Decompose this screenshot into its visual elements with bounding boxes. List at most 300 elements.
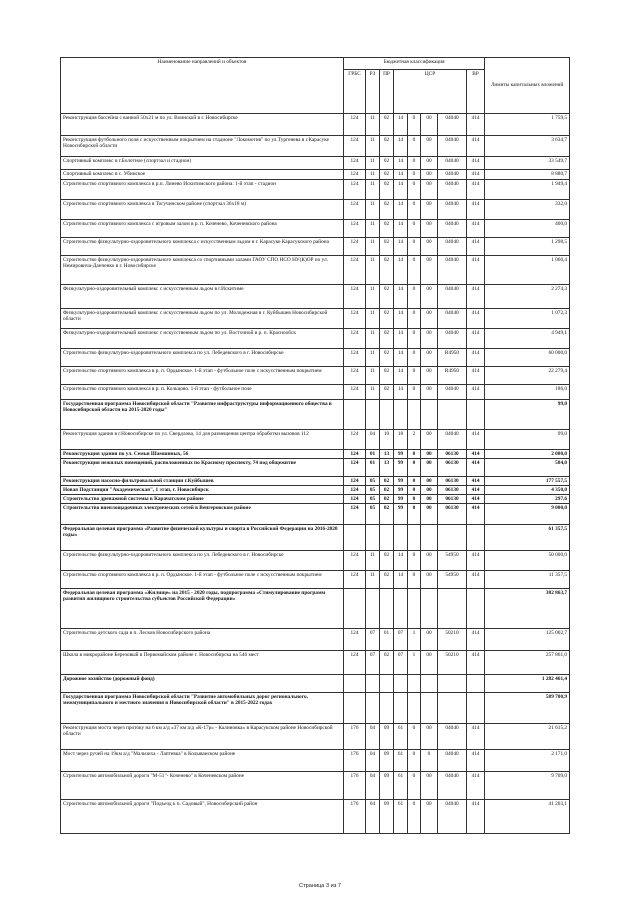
cell-pr: 02 [380,200,394,220]
cell-grbs: 176 [344,724,366,750]
cell-grbs: 124 [344,450,366,459]
table-row [61,525,570,551]
cell-csr1: 07 [394,651,408,675]
cell-csr2: 0 [408,180,421,200]
cell-pr: 02 [380,477,394,486]
cell-csr4: 04040 [438,114,467,136]
cell-csr1: 99 [394,486,408,495]
cell-name: Реконструкция нежилых помещений, расположенных по Красному проспекту, 74 под общежитие [61,459,344,477]
cell-vr: 414 [467,571,485,589]
cell-csr4 [438,693,467,724]
cell-rz: 04 [366,750,380,772]
table-row [61,238,570,256]
cell-vr: 414 [467,450,485,459]
cell-csr2: 0 [408,459,421,477]
cell-csr2 [408,400,421,430]
cell-csr3: 00 [421,309,438,329]
cell-csr3: 00 [421,651,438,675]
cell-csr2 [408,693,421,724]
cell-csr4: 04040 [438,772,467,800]
header-limits: Лимиты капитальных вложений [485,58,570,114]
cell-amount: 1 072,3 [485,309,570,329]
cell-rz: 11 [366,385,380,400]
cell-pr: 02 [380,486,394,495]
cell-csr3 [421,400,438,430]
cell-csr4: 04040 [438,724,467,750]
cell-rz: 05 [366,486,380,495]
cell-name: Строительство спортивного комплекса в Тогучинском районе (спортзал 36х18 м) [61,200,344,220]
cell-pr [380,525,394,551]
cell-csr3: 00 [421,136,438,157]
cell-csr4: 50210 [438,629,467,651]
cell-pr: 01 [380,629,394,651]
cell-csr1: 14 [394,238,408,256]
cell-amount: 21 615,2 [485,724,570,750]
cell-rz: 05 [366,495,380,504]
cell-csr1 [394,400,408,430]
table-row [61,459,570,477]
cell-csr1: 14 [394,349,408,367]
cell-name: Новая Подстанция "Академическая", 1 этап, г. Новосибирск [61,486,344,495]
cell-csr2: 0 [408,551,421,571]
table-row [61,256,570,285]
cell-vr: 414 [467,551,485,571]
cell-grbs: 124 [344,136,366,157]
cell-vr: 414 [467,750,485,772]
cell-name: Строительство физкультурно-оздоровительного комплекса по ул. Лебедевского в г. Новосибирске [61,551,344,571]
table-row [61,800,570,834]
table-row [61,220,570,238]
cell-vr: 414 [467,459,485,477]
header-name: Наименование направлений и объектов [61,58,344,114]
cell-csr1: 61 [394,800,408,834]
cell-csr2: 0 [408,157,421,170]
cell-csr3: 00 [421,450,438,459]
cell-rz: 11 [366,114,380,136]
cell-csr2: 0 [408,367,421,385]
cell-amount: 33 549,7 [485,157,570,170]
cell-csr3: 00 [421,724,438,750]
cell-csr3: 00 [421,170,438,180]
cell-grbs: 124 [344,349,366,367]
cell-rz: 01 [366,459,380,477]
cell-amount: 2 080,0 [485,450,570,459]
cell-csr4: 04040 [438,220,467,238]
cell-pr [380,675,394,693]
cell-name: Федеральная целевая программа «Развитие физической культуры и спорта в Российской Федерации на 2016-2020 годы» [61,525,344,551]
cell-name: Строительство физкультурно-оздоровительного комплекса по ул. Лебедевского в г. Новосибирске [61,349,344,367]
cell-csr4: 04040 [438,800,467,834]
cell-csr4: 04040 [438,285,467,309]
cell-csr4: R4950 [438,349,467,367]
header-budget-class: Бюджетная классификация [344,58,485,70]
page-footer: Страница 3 из 7 [299,883,341,889]
cell-name: Реконструкция здания по ул. Семьи Шамшиных, 56 [61,450,344,459]
cell-rz: 11 [366,200,380,220]
cell-rz [366,589,380,629]
cell-name: Реконструкция моста через протоку на 6 км а/д «37 км а/д «К-17р» - Калиновка» в Карасукском районе Новосибирской области [61,724,344,750]
cell-pr: 02 [380,309,394,329]
table-row [61,385,570,400]
cell-name: Строительство спортивного комплекса в р. п. Ордынское. 1-й этап - футбольное поле с искусственным покрытием [61,367,344,385]
cell-amount: 50 000,0 [485,551,570,571]
cell-csr1: 18 [394,430,408,450]
cell-amount: 400,0 [485,220,570,238]
cell-amount: 1 282 461,4 [485,675,570,693]
table-row [61,430,570,450]
cell-grbs [344,693,366,724]
cell-grbs [344,675,366,693]
cell-csr1: 61 [394,772,408,800]
cell-grbs: 124 [344,285,366,309]
cell-csr2: 0 [408,349,421,367]
cell-csr4: 04040 [438,180,467,200]
cell-csr1: 61 [394,750,408,772]
cell-name: Строительство автомобильной дороги "М-51"- Коченево" в Коченевском районе [61,772,344,800]
cell-grbs [344,400,366,430]
cell-name: Физкультурно-оздоровительный комплекс с искусственным льдом по ул. Восточной в р. п. Краснообск [61,329,344,349]
cell-amount: 1 949,4 [485,180,570,200]
cell-csr2: 0 [408,450,421,459]
cell-csr3: 00 [421,367,438,385]
cell-pr: 09 [380,800,394,834]
cell-amount: 257 861,0 [485,651,570,675]
table-body [61,114,570,834]
table-row [61,504,570,525]
cell-csr1: 14 [394,285,408,309]
cell-csr2: 0 [408,220,421,238]
cell-rz: 11 [366,136,380,157]
cell-pr [380,693,394,724]
table-row [61,400,570,430]
cell-csr1: 99 [394,477,408,486]
cell-csr3 [421,693,438,724]
cell-pr: 02 [380,285,394,309]
cell-vr: 414 [467,477,485,486]
cell-amount: 99,0 [485,400,570,430]
cell-name: Реконструкция здания в г.Новосибирске по ул. Свердлова, 14 для размещения центра обработки вызовов 112 [61,430,344,450]
cell-grbs: 124 [344,495,366,504]
cell-csr2: 0 [408,200,421,220]
cell-grbs: 124 [344,180,366,200]
cell-csr3: 00 [421,114,438,136]
cell-amount: 589 700,9 [485,693,570,724]
cell-pr [380,400,394,430]
table-row [61,477,570,486]
cell-csr1: 14 [394,136,408,157]
cell-csr1: 14 [394,571,408,589]
cell-csr2: 0 [408,772,421,800]
cell-pr: 02 [380,180,394,200]
cell-csr1: 14 [394,329,408,349]
cell-csr3: 00 [421,385,438,400]
cell-amount: 332,0 [485,200,570,220]
cell-name: Строительство внеплощадочных электрических сетей в Венгеровском районе [61,504,344,525]
cell-pr: 02 [380,136,394,157]
cell-pr: 02 [380,385,394,400]
cell-csr1: 14 [394,256,408,285]
cell-amount: 4 350,0 [485,486,570,495]
table-row [61,309,570,329]
cell-csr3: 00 [421,200,438,220]
cell-amount: 2 171,0 [485,750,570,772]
cell-grbs: 124 [344,551,366,571]
cell-csr4: 04040 [438,750,467,772]
cell-grbs: 124 [344,504,366,525]
cell-amount: 177 557,5 [485,477,570,486]
cell-csr3: 00 [421,349,438,367]
header-csr: ЦСР [394,70,467,114]
cell-vr: 414 [467,629,485,651]
budget-table [60,57,570,834]
cell-csr1: 14 [394,309,408,329]
cell-csr2: 0 [408,486,421,495]
cell-csr3 [421,525,438,551]
cell-grbs: 124 [344,385,366,400]
cell-csr2: 0 [408,724,421,750]
cell-csr1 [394,675,408,693]
cell-vr: 414 [467,329,485,349]
cell-csr2: 0 [408,170,421,180]
cell-vr: 414 [467,504,485,525]
cell-csr3: 00 [421,238,438,256]
cell-rz: 07 [366,629,380,651]
cell-csr4: 04040 [438,200,467,220]
cell-pr: 13 [380,450,394,459]
cell-csr1: 14 [394,170,408,180]
cell-vr: 414 [467,200,485,220]
cell-vr: 414 [467,385,485,400]
cell-rz: 05 [366,504,380,525]
cell-name: Дорожное хозяйство (дорожный фонд) [61,675,344,693]
cell-pr: 02 [380,114,394,136]
cell-grbs: 124 [344,571,366,589]
table-row [61,495,570,504]
cell-amount: 41 203,1 [485,800,570,834]
cell-rz [366,675,380,693]
cell-pr: 02 [380,170,394,180]
cell-csr2 [408,525,421,551]
table-row [61,114,570,136]
cell-csr4: 50210 [438,651,467,675]
cell-vr: 414 [467,800,485,834]
cell-name: Строительство физкультурно-оздоровительного комплекса с искусственным льдом в г. Карасуке Карасукского района [61,238,344,256]
cell-csr1: 99 [394,450,408,459]
cell-csr2 [408,589,421,629]
cell-grbs: 124 [344,629,366,651]
cell-csr3: 00 [421,459,438,477]
table-row [61,750,570,772]
cell-amount: 60 000,0 [485,349,570,367]
cell-csr3: 00 [421,430,438,450]
header-pr: ПР [380,70,394,114]
cell-csr4: 04040 [438,385,467,400]
cell-pr: 02 [380,220,394,238]
cell-csr3: 00 [421,504,438,525]
cell-vr: 414 [467,238,485,256]
cell-name: Спортивный комплекс в с. Убинское [61,170,344,180]
cell-rz: 11 [366,329,380,349]
cell-rz [366,525,380,551]
cell-csr3: 00 [421,256,438,285]
table-row [61,486,570,495]
cell-rz: 04 [366,772,380,800]
cell-vr [467,675,485,693]
cell-pr: 09 [380,724,394,750]
table-row [61,450,570,459]
cell-vr: 414 [467,651,485,675]
cell-grbs: 124 [344,477,366,486]
cell-vr: 414 [467,495,485,504]
cell-rz: 11 [366,238,380,256]
cell-vr [467,693,485,724]
cell-grbs: 124 [344,200,366,220]
cell-csr2: 0 [408,309,421,329]
cell-csr4: 04040 [438,309,467,329]
cell-rz: 11 [366,551,380,571]
cell-csr3: 0 [421,750,438,772]
cell-vr: 414 [467,486,485,495]
cell-grbs: 124 [344,651,366,675]
cell-amount: 1 060,4 [485,256,570,285]
cell-csr2: 0 [408,750,421,772]
cell-grbs: 124 [344,486,366,495]
header-vr: ВР [467,70,485,114]
cell-pr: 10 [380,430,394,450]
cell-csr2: 2 [408,430,421,450]
cell-vr: 414 [467,180,485,200]
cell-rz: 05 [366,477,380,486]
table-row [61,285,570,309]
cell-csr3: 00 [421,772,438,800]
cell-name: Спортивный комплекс в г.Болотное (спортзал и стадион) [61,157,344,170]
cell-pr [380,589,394,629]
cell-grbs: 124 [344,256,366,285]
cell-csr1: 14 [394,385,408,400]
cell-csr3: 00 [421,486,438,495]
cell-rz: 01 [366,450,380,459]
cell-name: Строительство спортивного комплекса в р. п. Кольцово. 1-й этап - футбольное поле [61,385,344,400]
cell-pr: 02 [380,504,394,525]
cell-amount: 9 709,0 [485,772,570,800]
cell-grbs: 124 [344,430,366,450]
cell-amount: 22 279,4 [485,367,570,385]
table-row [61,651,570,675]
cell-grbs: 176 [344,750,366,772]
table-row [61,367,570,385]
cell-rz: 04 [366,724,380,750]
cell-rz: 11 [366,220,380,238]
cell-vr: 414 [467,170,485,180]
cell-csr3: 00 [421,180,438,200]
cell-csr1: 14 [394,114,408,136]
cell-csr4: 06130 [438,486,467,495]
table-row [61,629,570,651]
cell-rz: 04 [366,430,380,450]
cell-csr2: 1 [408,629,421,651]
cell-grbs: 124 [344,459,366,477]
cell-csr4: 06130 [438,504,467,525]
cell-csr3: 00 [421,495,438,504]
cell-rz: 11 [366,309,380,329]
cell-grbs: 176 [344,772,366,800]
cell-pr: 09 [380,772,394,800]
cell-csr4: 54950 [438,571,467,589]
table-row [61,772,570,800]
cell-csr1: 99 [394,504,408,525]
cell-vr: 414 [467,285,485,309]
cell-pr: 02 [380,571,394,589]
header-rz: РЗ [366,70,380,114]
cell-csr4: 04040 [438,329,467,349]
cell-amount: 4 949,1 [485,329,570,349]
cell-rz: 07 [366,651,380,675]
cell-vr: 414 [467,772,485,800]
table-row [61,675,570,693]
cell-csr1: 14 [394,200,408,220]
table-row [61,200,570,220]
cell-grbs [344,525,366,551]
cell-csr4: 54950 [438,551,467,571]
cell-rz: 11 [366,349,380,367]
cell-amount: 584,0 [485,459,570,477]
cell-csr1: 14 [394,551,408,571]
cell-rz: 11 [366,285,380,309]
cell-amount: 1 759,5 [485,114,570,136]
cell-vr: 414 [467,114,485,136]
cell-csr3: 00 [421,571,438,589]
cell-csr1: 99 [394,459,408,477]
cell-csr2: 0 [408,329,421,349]
cell-csr4: 04040 [438,170,467,180]
cell-csr1: 61 [394,724,408,750]
cell-csr2 [408,675,421,693]
cell-vr: 414 [467,349,485,367]
cell-csr3: 00 [421,220,438,238]
cell-csr1 [394,693,408,724]
cell-csr2: 0 [408,504,421,525]
cell-vr: 414 [467,220,485,238]
cell-csr4: R4950 [438,367,467,385]
cell-name: Строительство дренажной системы в Карачатском районе [61,495,344,504]
cell-csr3: 00 [421,285,438,309]
cell-grbs [344,589,366,629]
cell-pr: 02 [380,367,394,385]
table-row [61,136,570,157]
cell-csr3: 00 [421,800,438,834]
cell-csr1 [394,525,408,551]
cell-pr: 02 [380,238,394,256]
cell-csr4: 06130 [438,459,467,477]
cell-csr3 [421,589,438,629]
cell-csr1: 14 [394,220,408,238]
cell-vr [467,400,485,430]
cell-csr3: 00 [421,477,438,486]
cell-name: Физкультурно-оздоровительный комплекс с искусственным льдом в г.Искитиме [61,285,344,309]
cell-csr2: 0 [408,385,421,400]
cell-vr: 414 [467,724,485,750]
cell-name: Строительство детского сада в п. Лесков Новосибирского района [61,629,344,651]
cell-csr1: 14 [394,367,408,385]
cell-csr1: 14 [394,180,408,200]
cell-name: Физкультурно-оздоровительный комплекс с искусственным льдом по ул. Молодежная в г. Куйбышев Новосибирской области [61,309,344,329]
cell-csr3: 00 [421,157,438,170]
cell-csr4 [438,400,467,430]
cell-amount: 2 274,3 [485,285,570,309]
table-row [61,724,570,750]
cell-rz: 11 [366,571,380,589]
cell-amount: 125 002,7 [485,629,570,651]
